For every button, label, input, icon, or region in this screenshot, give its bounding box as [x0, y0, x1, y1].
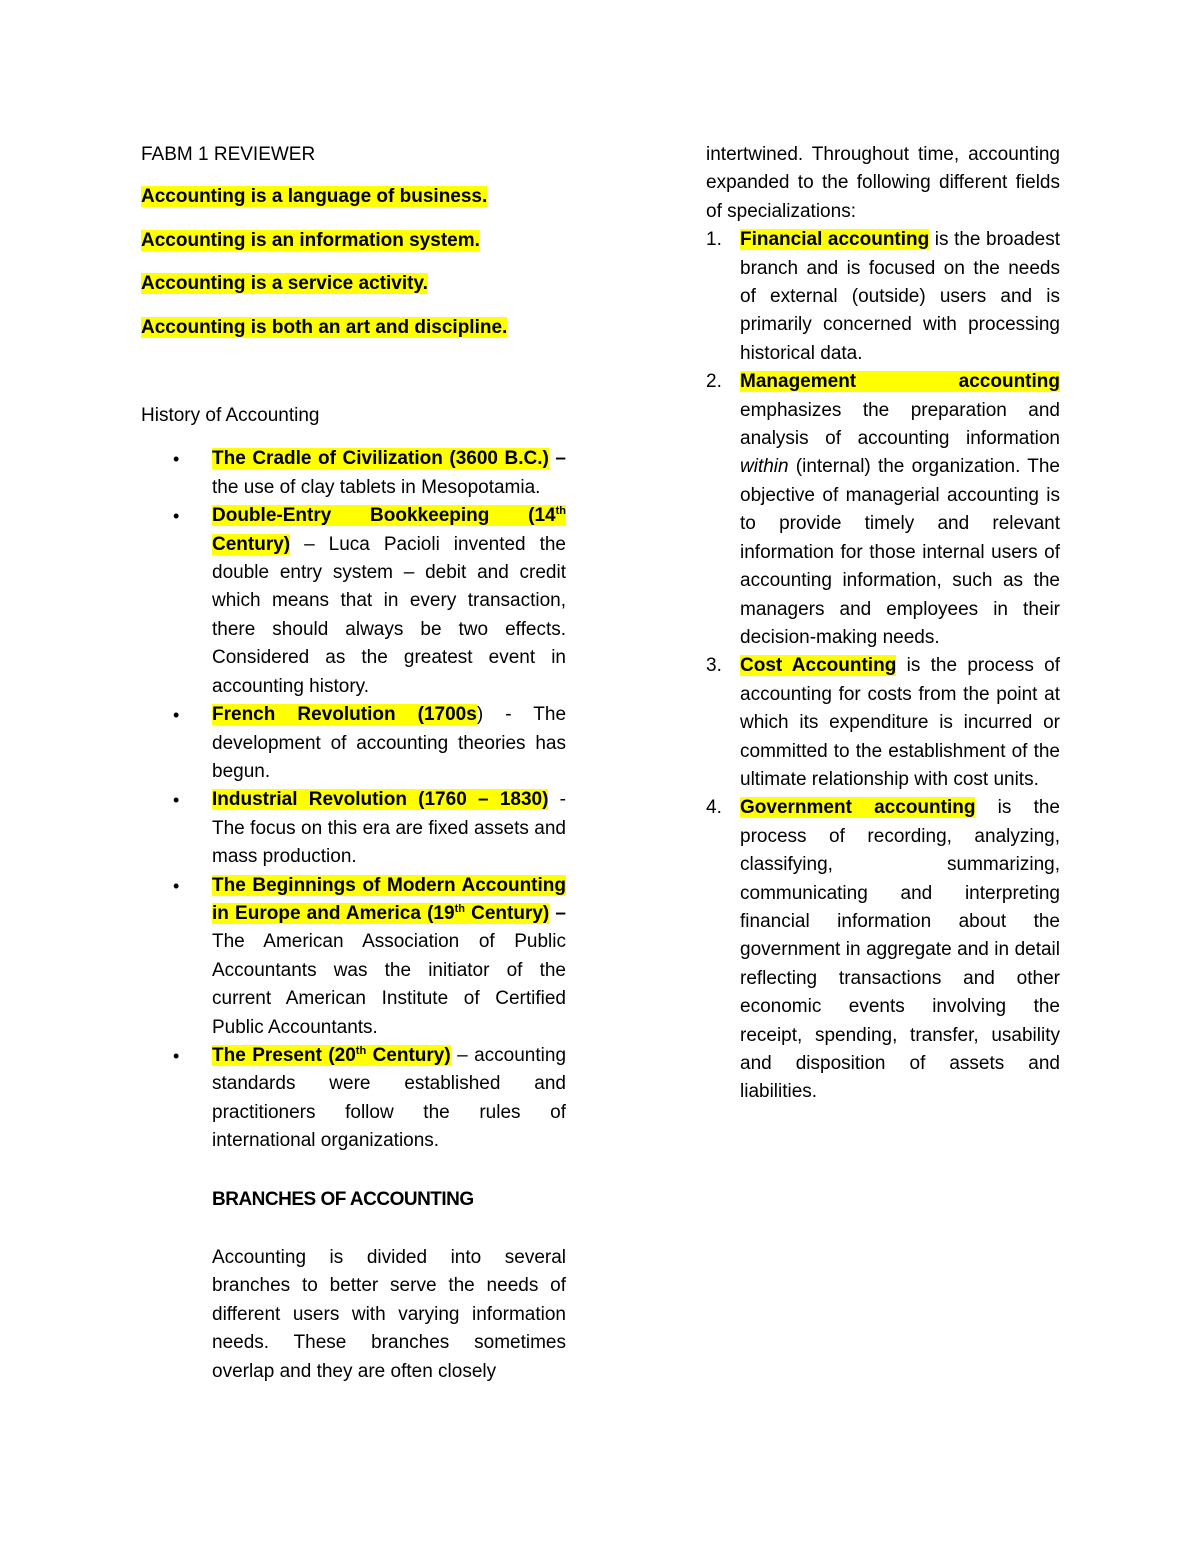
field-text-emphasis: within — [740, 456, 789, 478]
history-item-title: The Cradle of Civilization (3600 B.C.) — [212, 448, 549, 470]
history-heading: History of Accounting — [141, 405, 320, 427]
field-term: Government accounting — [740, 797, 976, 819]
history-item-title-text: The Beginnings of Modern Accounting in Europe and America (19 — [212, 874, 566, 924]
document-title: FABM 1 REVIEWER — [141, 144, 316, 165]
field-number: 3. — [706, 655, 722, 677]
field-text: emphasizes the preparation and analysis of accounting information — [740, 399, 1060, 450]
history-item-title-tail: ) — [476, 704, 484, 726]
history-item — [141, 1042, 566, 1156]
history-item — [141, 786, 566, 871]
history-item-title — [212, 1045, 451, 1066]
history-item-separator: – — [450, 1044, 475, 1066]
left-column — [141, 141, 566, 1386]
right-column — [706, 141, 1060, 1107]
ordinal-suffix: th — [555, 505, 566, 518]
history-item-title: French Revolution (1700s — [212, 704, 477, 726]
history-item-title-text: Century) — [366, 1044, 451, 1066]
history-item — [141, 445, 566, 502]
history-item-body: The focus on this era are fixed assets and mass production. — [212, 817, 566, 868]
history-item-separator: - — [483, 704, 534, 726]
statement-3 — [141, 270, 566, 298]
field-number: 4. — [706, 797, 722, 819]
field-item — [706, 226, 1060, 368]
history-item-title — [212, 875, 566, 924]
branches-section — [141, 1186, 566, 1386]
field-item — [706, 652, 1060, 794]
statement-2-highlight: Accounting is an information system. — [141, 229, 480, 251]
field-text: (internal) the organization. The objective of managerial accounting is to provide timely and relevant information for those internal users of accounting information, such as the managers and employees in their decision-making needs. — [740, 456, 1060, 648]
history-item-title-text: Century) — [212, 533, 291, 555]
branches-heading: BRANCHES OF ACCOUNTING — [212, 1188, 474, 1210]
statement-2 — [141, 227, 566, 255]
statement-3-highlight: Accounting is a service activity. — [141, 273, 428, 295]
history-item-separator: – — [549, 902, 566, 924]
branches-intro-continued: intertwined. Throughout time, accounting expanded to the following different fields of specializations: — [706, 144, 1060, 222]
field-term: Financial accounting — [740, 229, 930, 251]
statement-1-highlight: Accounting is a language of business. — [141, 186, 488, 208]
history-item — [141, 872, 566, 1042]
bullet-icon: • — [173, 875, 180, 896]
history-item-separator: - — [548, 789, 566, 811]
history-item-separator: – — [548, 448, 566, 470]
history-list — [141, 445, 566, 1155]
history-item-body: the use of clay tablets in Mesopotamia. — [212, 476, 541, 498]
history-item-body: Luca Pacioli invented the double entry system – debit and credit which means that in every transaction, there should always be two effects. Considered as the greatest event in accounting history. — [212, 533, 567, 697]
history-item-title-text: The Present (20 — [212, 1044, 356, 1066]
statement-4 — [141, 314, 566, 342]
ordinal-suffix: th — [454, 902, 465, 915]
field-text: is the broadest branch and is focused on the needs of external (outside) users and is primarily concerned with processing historical data. — [740, 229, 1060, 364]
history-item-body: The development of accounting theories has begun. — [212, 704, 567, 782]
field-item — [706, 368, 1060, 652]
field-number: 2. — [706, 371, 722, 393]
bullet-icon: • — [173, 790, 180, 811]
statement-4-highlight: Accounting is both an art and discipline. — [141, 316, 508, 338]
bullet-icon: • — [173, 1045, 180, 1066]
field-text: is the process of accounting for costs from the point at which its expenditure is incurred or committed to the establishment of the ultimate relationship with cost units. — [740, 655, 1060, 790]
bullet-icon: • — [173, 705, 180, 726]
field-item — [706, 794, 1060, 1106]
bullet-icon: • — [173, 506, 180, 527]
history-item-title-text: Century) — [464, 902, 550, 924]
branches-intro: Accounting is divided into several branches to better serve the needs of different users with varying information needs. These branches sometimes overlap and they are often closely — [212, 1247, 566, 1382]
field-term: Cost Accounting — [740, 655, 897, 677]
history-item-body: accounting standards were established and practitioners follow the rules of international organizations. — [212, 1044, 567, 1152]
statement-1 — [141, 183, 566, 211]
history-item-separator: – — [290, 533, 329, 555]
field-number: 1. — [706, 229, 722, 251]
ordinal-suffix: th — [355, 1044, 367, 1057]
history-item — [141, 502, 566, 701]
field-term: Management accounting — [740, 371, 1060, 393]
history-item-body: The American Association of Public Accountants was the initiator of the current American Institute of Certified Public Accountants. — [212, 931, 566, 1038]
history-item — [141, 701, 566, 786]
field-text: is the process of recording, analyzing, classifying, summarizing, communicating and interpreting financial information about the government in aggregate and in detail reflecting transactions and other economic events involving the receipt, spending, transfer, usability and disposition of assets and liabilities. — [740, 797, 1060, 1103]
fields-list — [706, 226, 1060, 1107]
bullet-icon: • — [173, 449, 180, 470]
history-item-title: Industrial Revolution (1760 – 1830) — [212, 789, 549, 811]
history-item-title-text: Double-Entry Bookkeeping (14 — [212, 505, 556, 527]
